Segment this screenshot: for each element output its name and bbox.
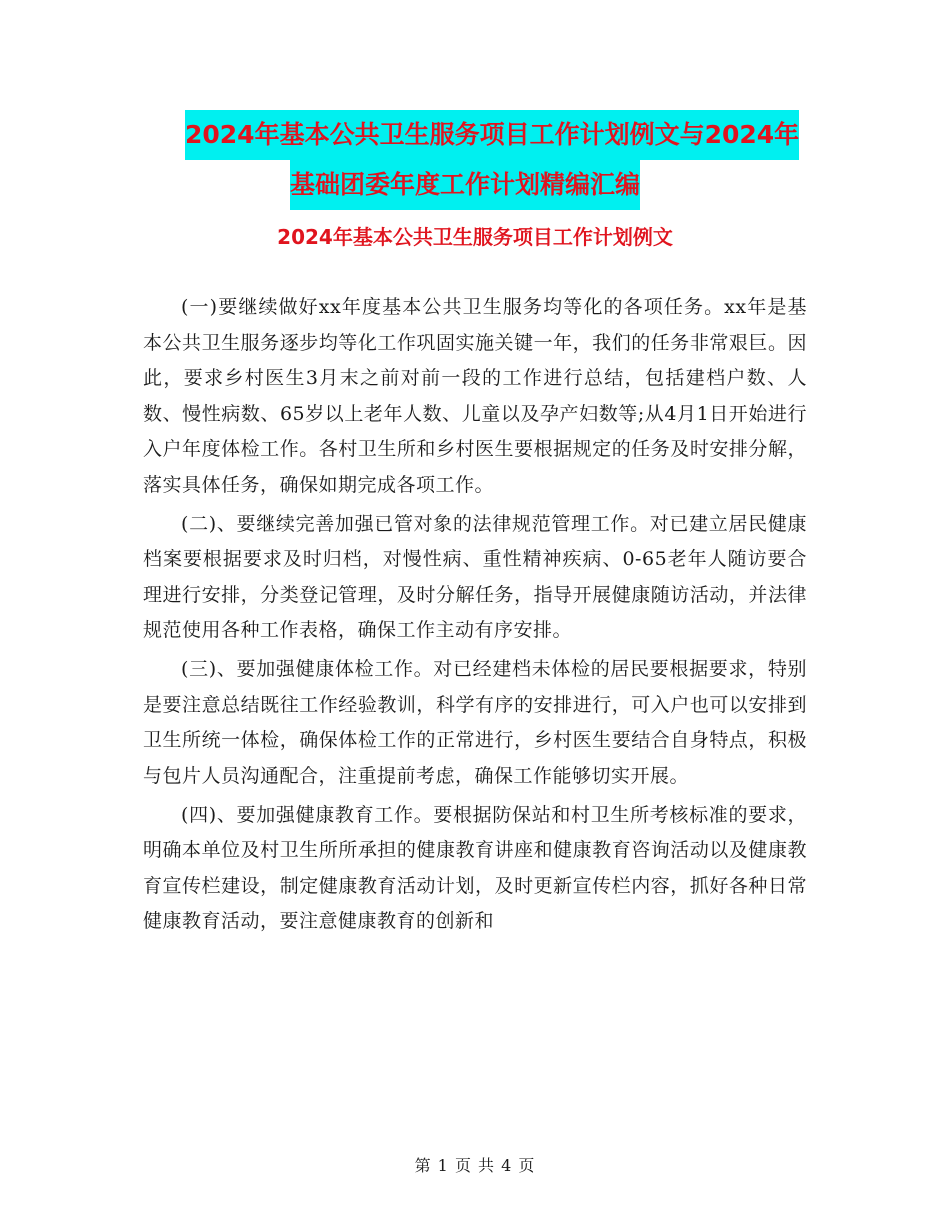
document-body [143, 290, 807, 943]
section-title: 2024年基本公共卫生服务项目工作计划例文 [277, 225, 673, 249]
paragraph-4: (四)、要加强健康教育工作。要根据防保站和村卫生所考核标准的要求，明确本单位及村卫生所所承担的健康教育讲座和健康教育咨询活动以及健康教育宣传栏建设，制定健康教育活动计划，及时更新宣传栏内容，抓好各种日常健康教育活动，要注意健康教育的创新和 [143, 803, 807, 932]
paragraph-1: (一)要继续做好xx年度基本公共卫生服务均等化的各项任务。xx年是基本公共卫生服务逐步均等化工作巩固实施关键一年，我们的任务非常艰巨。因此，要求乡村医生3月末之前对前一段的工作进行总结，包括建档户数、人数、慢性病数、65岁以上老年人数、儿童以及孕产妇数等;从4月1日开始进行入户年度体检工作。各村卫生所和乡村医生要根据规定的任务及时安排分解，落实具体任务，确保如期完成各项工作。 [143, 296, 807, 496]
document-title [185, 110, 825, 210]
document-title-line-1: 2024年基本公共卫生服务项目工作计划例文与2024年 [185, 110, 799, 160]
document-title-line-2: 基础团委年度工作计划精编汇编 [290, 160, 640, 210]
page-footer: 第 1 页 共 4 页 [414, 1156, 536, 1175]
paragraph-2: (二)、要继续完善加强已管对象的法律规范管理工作。对已建立居民健康档案要根据要求及时归档，对慢性病、重性精神疾病、0-65老年人随访要合理进行安排，分类登记管理，及时分解任务，指导开展健康随访活动，并法律规范使用各种工作表格，确保工作主动有序安排。 [143, 512, 807, 641]
paragraph-3: (三)、要加强健康体检工作。对已经建档未体检的居民要根据要求，特别是要注意总结既往工作经验教训，科学有序的安排进行，可入户也可以安排到卫生所统一体检，确保体检工作的正常进行，乡村医生要结合自身特点，积极与包片人员沟通配合，注重提前考虑，确保工作能够切实开展。 [143, 658, 807, 787]
